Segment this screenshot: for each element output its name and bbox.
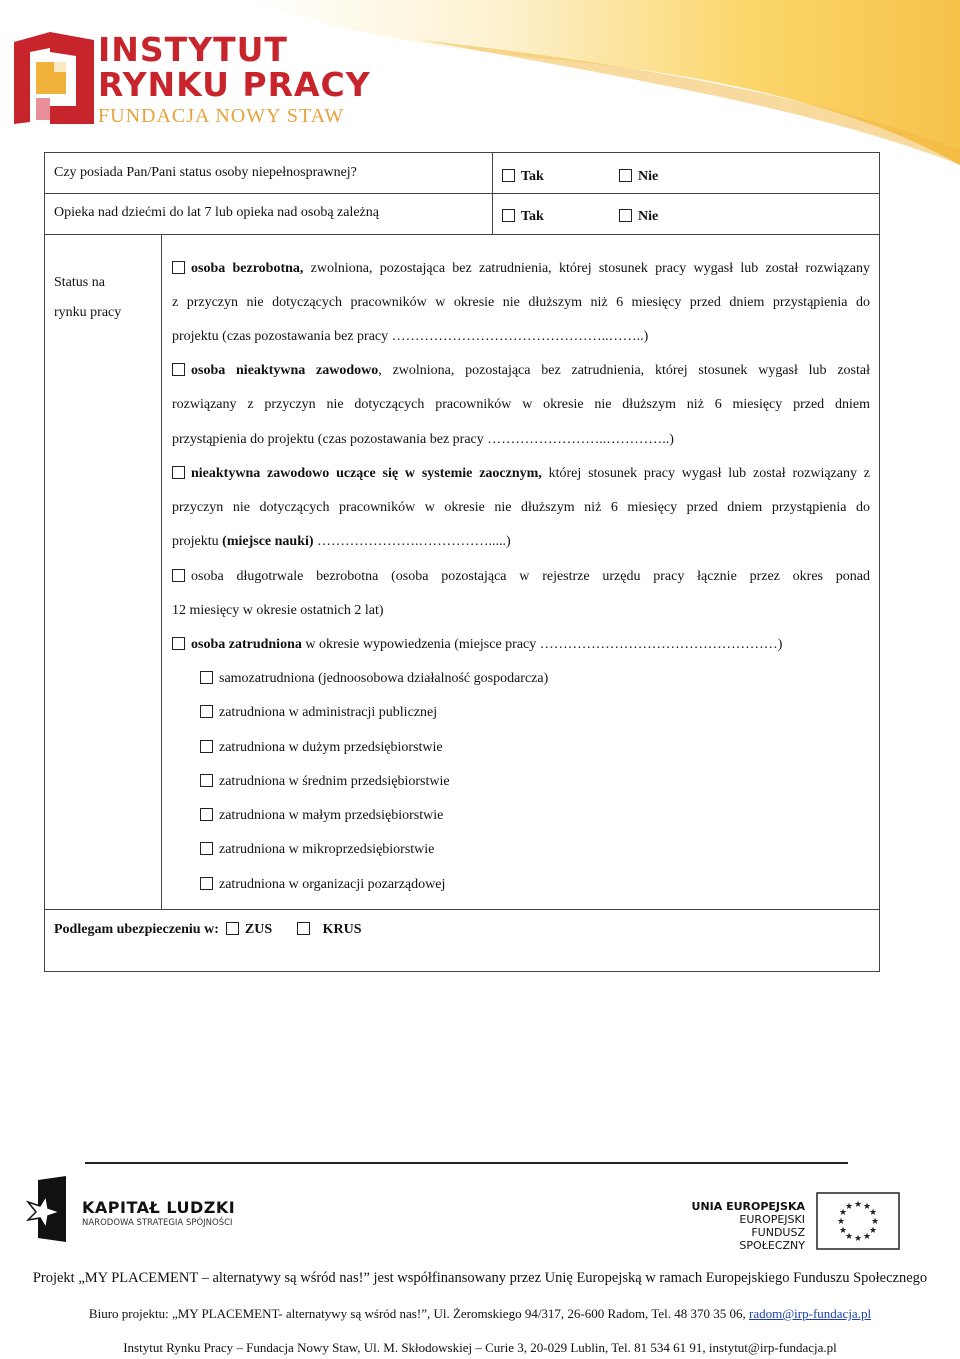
status-option-inactive-text: rozwiązany z przyczyn nie dotyczących pracowników w okresie nie dłuższym niż 6 miesięcy przed dniem (172, 397, 870, 412)
status-option-student-text: projektu (miejsce nauki) ………………….…………….....) (172, 534, 511, 549)
svg-text:★: ★ (853, 1234, 863, 1244)
checkbox[interactable] (619, 209, 632, 222)
svg-text:★: ★ (862, 1232, 872, 1242)
eu-line-3: FUNDUSZ SPOŁECZNY (739, 1226, 805, 1252)
insurance-krus-option[interactable]: KRUS (297, 922, 362, 937)
eu-line-2: EUROPEJSKI (739, 1213, 805, 1226)
kapital-ludzki-title: KAPITAŁ LUDZKI (82, 1198, 236, 1217)
insurance-row (54, 922, 362, 938)
status-option-unemployed-text: projektu (czas pozostawania bez pracy ………………………………………..……..) (172, 329, 649, 344)
eu-text (690, 1200, 805, 1252)
svg-text:★: ★ (844, 1232, 854, 1242)
checkbox[interactable] (502, 209, 515, 222)
status-option-unemployed-text: z przyczyn nie dotyczących pracowników w okresie nie dłuższym niż 6 miesięcy przed dniem przystąpienia do (172, 295, 870, 310)
employment-sub-option[interactable]: zatrudniona w małym przedsiębiorstwie (200, 808, 443, 824)
checkbox[interactable] (619, 169, 632, 182)
checkbox[interactable] (200, 877, 213, 890)
logo-line-1: INSTYTUT (98, 30, 288, 69)
insurance-zus-option[interactable]: ZUS (226, 922, 272, 937)
footer-office-line: Biuro projektu: „MY PLACEMENT- alternatywy są wśród nas!”, Ul. Żeromskiego 94/317, 26-600 Radom, Tel. 48 370 35 06, radom@irp-fundacja.pl (88, 1306, 872, 1321)
form-divider (45, 909, 879, 910)
eu-line-1: UNIA EUROPEJSKA (691, 1200, 805, 1213)
disability-no-option[interactable]: Nie (619, 169, 658, 185)
status-option-unemployed[interactable]: osoba bezrobotna, zwolniona, pozostająca bez zatrudnienia, której stosunek pracy wygasł lub został rozwiązany (172, 261, 870, 277)
eu-flag-icon (816, 1192, 900, 1250)
checkbox[interactable] (172, 363, 185, 376)
status-option-employed[interactable]: osoba zatrudniona w okresie wypowiedzenia (miejsce pracy ……………………………………………) (172, 637, 782, 653)
care-no-option[interactable]: Nie (619, 209, 658, 225)
form-box (44, 152, 880, 972)
checkbox[interactable] (200, 671, 213, 684)
disability-yes-option[interactable]: Tak (502, 169, 544, 185)
kapital-ludzki-text (82, 1198, 235, 1228)
insurance-label: Podlegam ubezpieczeniu w: (54, 922, 219, 937)
svg-text:★: ★ (862, 1202, 872, 1212)
checkbox[interactable] (200, 740, 213, 753)
checkbox[interactable] (200, 808, 213, 821)
status-label-line1: Status na (54, 275, 105, 290)
checkbox[interactable] (172, 637, 185, 650)
checkbox[interactable] (297, 922, 310, 935)
employment-sub-option[interactable]: zatrudniona w organizacji pozarządowej (200, 877, 445, 893)
checkbox[interactable] (502, 169, 515, 182)
svg-text:★: ★ (868, 1226, 878, 1236)
employment-sub-option[interactable]: samozatrudniona (jednoosobowa działalność gospodarcza) (200, 671, 548, 687)
checkbox[interactable] (200, 705, 213, 718)
footer-project-line: Projekt „MY PLACEMENT – alternatywy są wśród nas!” jest współfinansowany przez Unię Europejską w ramach Europejskiego Funduszu Społecznego (32, 1270, 928, 1286)
svg-text:★: ★ (838, 1226, 848, 1236)
status-option-long-unemployed-text: 12 miesięcy w okresie ostatnich 2 lat) (172, 603, 384, 618)
status-label-line2: rynku pracy (54, 305, 122, 320)
checkbox[interactable] (200, 774, 213, 787)
checkbox[interactable] (172, 569, 185, 582)
svg-text:★: ★ (853, 1200, 863, 1210)
form-divider (45, 193, 879, 194)
care-yes-option[interactable]: Tak (502, 209, 544, 225)
status-option-long-unemployed[interactable]: osoba długotrwale bezrobotna (osoba pozostająca w rejestrze urzędu pracy łącznie przez okres ponad (172, 569, 870, 585)
employment-sub-option[interactable]: zatrudniona w administracji publicznej (200, 705, 437, 721)
employment-sub-option[interactable]: zatrudniona w mikroprzedsiębiorstwie (200, 842, 434, 858)
form-divider (161, 234, 162, 909)
svg-text:★: ★ (836, 1217, 846, 1227)
question-disability: Czy posiada Pan/Pani status osoby niepełnosprawnej? (54, 165, 357, 180)
footer-institute-line: Instytut Rynku Pracy – Fundacja Nowy Staw, Ul. M. Skłodowskiej – Curie 3, 20-029 Lublin, Tel. 81 534 61 91, instytut@irp-fundacja.pl (123, 1340, 837, 1355)
checkbox[interactable] (200, 842, 213, 855)
checkbox[interactable] (172, 466, 185, 479)
logo-line-2: RYNKU PRACY (98, 65, 371, 104)
svg-text:★: ★ (844, 1202, 854, 1212)
employment-sub-option[interactable]: zatrudniona w dużym przedsiębiorstwie (200, 740, 443, 756)
checkbox[interactable] (226, 922, 239, 935)
employment-sub-option[interactable]: zatrudniona w średnim przedsiębiorstwie (200, 774, 450, 790)
status-option-student[interactable]: nieaktywna zawodowo uczące się w systemie zaocznym, której stosunek pracy wygasł lub został rozwiązany z (172, 466, 870, 482)
status-option-student-text: przyczyn nie dotyczących pracowników w okresie nie dłuższym niż 6 miesięcy przed dniem przystąpienia do (172, 500, 870, 515)
question-care: Opieka nad dziećmi do lat 7 lub opieka nad osobą zależną (54, 205, 379, 220)
irp-logo-icon (10, 28, 98, 128)
checkbox[interactable] (172, 261, 185, 274)
logo-line-3: FUNDACJA NOWY STAW (98, 105, 345, 127)
svg-text:★: ★ (838, 1208, 848, 1218)
kapital-ludzki-subtitle: NARODOWA STRATEGIA SPÓJNOŚCI (82, 1218, 233, 1228)
kapital-ludzki-logo-icon (24, 1176, 68, 1242)
status-option-inactive[interactable]: osoba nieaktywna zawodowo, zwolniona, pozostająca bez zatrudnienia, której stosunek wygasł lub został (172, 363, 870, 379)
office-email-link[interactable]: radom@irp-fundacja.pl (749, 1306, 872, 1321)
footer-rule (85, 1162, 848, 1164)
form-divider (492, 153, 493, 234)
status-option-inactive-text: przystąpienia do projektu (czas pozostawania bez pracy ……………………..…………..) (172, 432, 674, 447)
svg-text:★: ★ (868, 1208, 878, 1218)
form-divider (45, 234, 879, 235)
svg-text:★: ★ (870, 1217, 880, 1227)
